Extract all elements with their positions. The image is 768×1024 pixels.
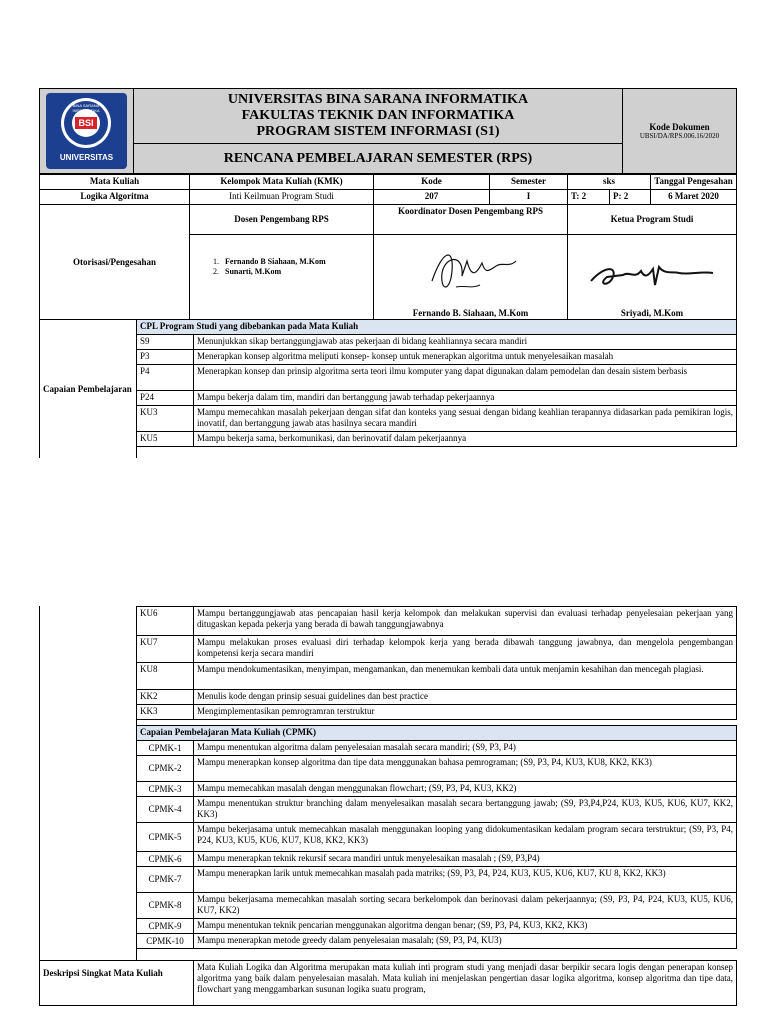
cpl-row-code: S9 bbox=[136, 334, 194, 350]
cpl-row-code: KK2 bbox=[136, 689, 194, 705]
cpl-row-text: Mampu bekerja sama, berkomunikasi, dan berinovatif dalam pekerjaannya bbox=[193, 431, 737, 447]
cpl-row-text: Mampu memecahkan masalah pekerjaan dengan sifat dan konteks yang sesuai dengan bidang keahlian terapannya didasarkan pada pemikiran logis, inovatif, dan bertanggung jawab atas hasilnya secara mandiri bbox=[193, 405, 737, 432]
cpmk-row-code: CPMK-8 bbox=[136, 892, 194, 919]
col-tanggal: Tanggal Pengesahan bbox=[650, 174, 737, 190]
koordinator-sign-box bbox=[373, 234, 568, 320]
col-semester: Semester bbox=[489, 174, 568, 190]
cpmk-row-text: Mampu menerapkan metode greedy dalam penyelesaian masalah; (S9, P3, P4, KU3) bbox=[193, 933, 737, 949]
cpl-row-text: Mampu bekerja dalam tim, mandiri dan bertanggung jawab terhadap pekerjaannya bbox=[193, 390, 737, 406]
logo-ring-text: BINA SARANA INFORMATIKA bbox=[72, 103, 100, 113]
koordinator-signature bbox=[412, 241, 532, 301]
kode-dokumen-value: UBSI/DA/RPS.006.16/2020 bbox=[639, 132, 720, 140]
dosen-item-1: 1. Fernando B Siahaan, M.Kom bbox=[213, 257, 326, 266]
cpl-row-code: KU7 bbox=[136, 635, 194, 663]
value-mata-kuliah: Logika Algoritma bbox=[39, 189, 190, 205]
cpl-row-text: Menerapkan konsep dan prinsip algoritma serta teori ilmu komputer yang dapat digunakan dalam pemodelan dan desain sistem berbasis bbox=[193, 364, 737, 391]
cpmk-row-code: CPMK-4 bbox=[136, 796, 194, 823]
cpmk-row-code: CPMK-9 bbox=[136, 918, 194, 934]
cpl-row-code: P3 bbox=[136, 349, 194, 365]
value-kode: 207 bbox=[373, 189, 490, 205]
cpl-row-code: KU8 bbox=[136, 662, 194, 690]
deskripsi-text: Mata Kuliah Logika dan Algoritma merupakan mata kuliah inti program studi yang menjadi dasar berpikir secara logis dengan penerapan konsep algoritma yang baik dalam penyelesaian masalah. Mata kuliah ini menjelaskan pengertian dasar logika algoritma, konsep algoritma dan tipe data, flowchart yang menggambarkan susunan logika suatu program, bbox=[193, 960, 737, 1006]
cpl-row-code: P24 bbox=[136, 390, 194, 406]
kaprodi-header: Ketua Program Studi bbox=[567, 204, 737, 235]
value-praktik: P: 2 bbox=[609, 189, 651, 205]
cpmk-row-code: CPMK-1 bbox=[136, 740, 194, 756]
cpl-row-code: P4 bbox=[136, 364, 194, 391]
page-1-sheet bbox=[39, 88, 737, 458]
title-faculty: FAKULTAS TEKNIK DAN INFORMATIKA bbox=[241, 108, 515, 123]
kode-dokumen-label: Kode Dokumen bbox=[649, 122, 710, 132]
cpmk-row-text: Mampu menentukan struktur branching dalam menyelesaikan masalah secara bertanggung jawab; (S9, P3,P4,P24, KU3, KU5, KU6, KU7, KK2, KK3) bbox=[193, 796, 737, 823]
cpmk-row-code: CPMK-7 bbox=[136, 866, 194, 893]
cpl-row-text: Mampu mendokumentasikan, menyimpan, mengamankan, dan menemukan kembali data untuk menjamin kesahihan dan mencegah plagiasi. bbox=[193, 662, 737, 690]
cpmk-row-text: Mampu memecahkan masalah dengan menggunakan flowchart; (S9, P3, P4, KU3, KK2) bbox=[193, 781, 737, 797]
title-program: PROGRAM SISTEM INFORMASI (S1) bbox=[256, 124, 500, 139]
cpmk-row-code: CPMK-5 bbox=[136, 822, 194, 852]
kaprodi-signature bbox=[583, 249, 723, 299]
title-university: UNIVERSITAS BINA SARANA INFORMATIKA bbox=[227, 92, 529, 107]
value-teori: T: 2 bbox=[567, 189, 610, 205]
cpl-row-text: Menunjukkan sikap bertanggungjawab atas pekerjaan di bidang keahliannya secara mandiri bbox=[193, 334, 737, 350]
cpl-row-code: KU3 bbox=[136, 405, 194, 432]
cpl-row-text: Menerapkan konsep algoritma meliputi konsep- konsep untuk menerapkan algoritma untuk menyelesaikan masalah bbox=[193, 349, 737, 365]
col-sks: sks bbox=[567, 174, 651, 190]
col-mata-kuliah: Mata Kuliah bbox=[39, 174, 190, 190]
dosen-list bbox=[189, 234, 374, 320]
col-kmk: Kelompok Mata Kuliah (KMK) bbox=[189, 174, 374, 190]
value-kmk: Inti Keilmuan Program Studi bbox=[189, 189, 374, 205]
document-title: RENCANA PEMBELAJARAN SEMESTER (RPS) bbox=[133, 143, 623, 174]
cpmk-row-text: Mampu menentukan teknik pencarian menggunakan algoritma dengan benar; (S9, P3, P4, KU3, KK2, KK3) bbox=[193, 918, 737, 934]
cpmk-header: Capaian Pembelajaran Mata Kuliah (CPMK) bbox=[136, 725, 737, 741]
capaian-label: Capaian Pembelajaran bbox=[39, 319, 137, 458]
dosen-item-2: 2. Sunarti, M.Kom bbox=[213, 267, 282, 276]
title-box bbox=[133, 88, 623, 144]
dosen-header: Dosen Pengembang RPS bbox=[189, 204, 374, 235]
logo-banner: UNIVERSITAS bbox=[59, 153, 114, 162]
logo-mark: BSI bbox=[78, 118, 94, 128]
cpmk-row-text: Mampu menentukan algoritma dalam penyelesaian masalah secara mandiri; (S9, P3, P4) bbox=[193, 740, 737, 756]
cpmk-row-code: CPMK-10 bbox=[136, 933, 194, 949]
logo-box bbox=[39, 88, 134, 174]
kode-dokumen-box bbox=[622, 88, 737, 174]
cpmk-row-text: Mampu menerapkan teknik rekursif secara mandiri untuk menyelesaikan masalah ; (S9, P3,P4) bbox=[193, 851, 737, 867]
deskripsi-label: Deskripsi Singkat Mata Kuliah bbox=[39, 960, 194, 1006]
value-tanggal: 6 Maret 2020 bbox=[650, 189, 737, 205]
cpmk-row-code: CPMK-3 bbox=[136, 781, 194, 797]
cpl-row-text: Mampu bertanggungjawab atas pencapaian hasil kerja kelompok dan melakukan supervisi dan evaluasi terhadap penyelesaian pekerjaan yang ditugaskan kepada pekerja yang berada di bawah tanggungjawabnya bbox=[193, 606, 737, 636]
cpmk-row-text: Mampu menerapkan larik untuk memecahkan masalah pada matriks; (S9, P3, P4, P24, KU3, KU5, KU6, KU7, KU 8, KK2, KK3) bbox=[193, 866, 737, 893]
cpl-row-text: Menulis kode dengan prinsip sesuai guidelines dan best practice bbox=[193, 689, 737, 705]
cpl-row-code: KK3 bbox=[136, 704, 194, 720]
kaprodi-sign-box bbox=[567, 234, 737, 320]
cpl-row-code: KU6 bbox=[136, 606, 194, 636]
kaprodi-name: Sriyadi, M.Kom bbox=[620, 308, 684, 318]
cpmk-row-text: Mampu bekerjasama memecahkan masalah sorting secara berkelompok dan berinovasi dalam pekerjaannya; (S9, P3, P4, P24, KU3, KU5, KU6, KU7, KK2) bbox=[193, 892, 737, 919]
value-semester: I bbox=[489, 189, 568, 205]
cpmk-row-text: Mampu menerapkan konsep algoritma dan tipe data menggunakan bahasa pemrograman; (S9, P3, P4, KU3, KU8, KK2, KK3) bbox=[193, 755, 737, 782]
koordinator-name: Fernando B. Siahaan, M.Kom bbox=[412, 308, 529, 318]
col-kode: Kode bbox=[373, 174, 490, 190]
page-2-sheet bbox=[39, 606, 737, 1006]
cpl-row-code: KU5 bbox=[136, 431, 194, 447]
koordinator-header: Koordinator Dosen Pengembang RPS bbox=[373, 204, 568, 235]
cpl-row-text: Mampu melakukan proses evaluasi diri terhadap kelompok kerja yang berada dibawah tanggung jawabnya, dan mengelola pengembangan kompetensi kerja secara mandiri bbox=[193, 635, 737, 663]
cpmk-row-code: CPMK-6 bbox=[136, 851, 194, 867]
capaian-continued bbox=[39, 606, 137, 961]
cpl-header: CPL Program Studi yang dibebankan pada Mata Kuliah bbox=[136, 319, 737, 335]
otorisasi-label: Otorisasi/Pengesahan bbox=[39, 204, 190, 320]
cpmk-row-text: Mampu bekerjasama untuk memecahkan masalah menggunakan looping yang didokumentasikan kedalam program secara terstruktur; (S9, P3, P4, P24, KU3, KU5, KU6, KU7, KU8, KK2, KK3) bbox=[193, 822, 737, 852]
cpmk-row-code: CPMK-2 bbox=[136, 755, 194, 782]
cpl-row-text: Mengimplementasikan pemrogramran terstruktur bbox=[193, 704, 737, 720]
